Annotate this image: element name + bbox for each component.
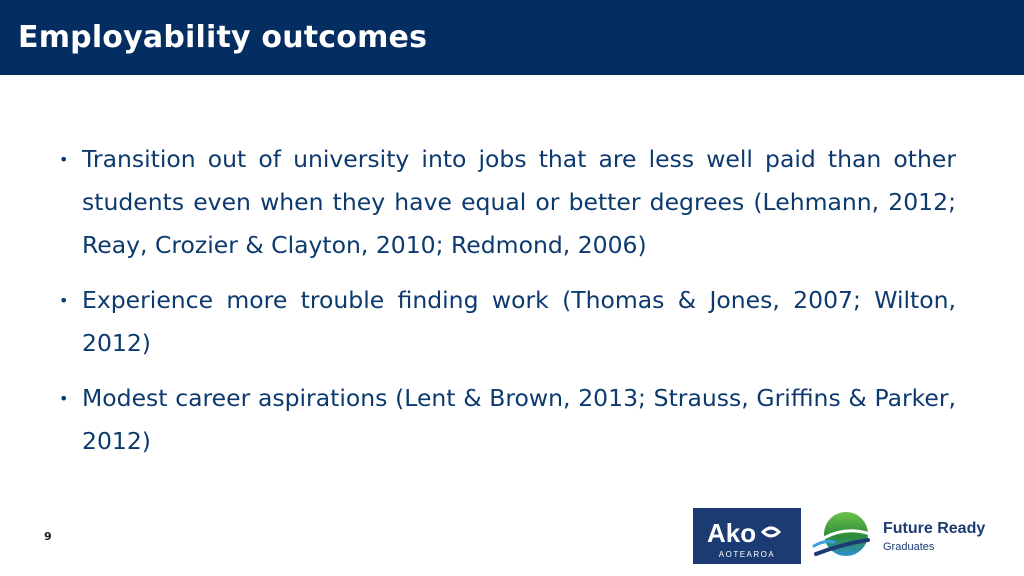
- future-ready-subtitle: Graduates: [883, 541, 935, 553]
- bullet-text: Modest career aspirations (Lent & Brown, 2013; Strauss, Griffins & Parker, 2012): [82, 384, 956, 455]
- ako-logo-graphic: [693, 508, 801, 564]
- bullet-marker: •: [59, 150, 69, 169]
- title-bar: [0, 0, 1024, 75]
- bullet-marker: •: [59, 389, 69, 408]
- slide-title: Employability outcomes: [18, 20, 428, 55]
- bullet-text: Experience more trouble finding work (Thomas & Jones, 2007; Wilton, 2012): [82, 286, 956, 357]
- globe-icon: [812, 508, 876, 564]
- bullet-marker: •: [59, 291, 69, 310]
- ako-wordmark: Ako: [707, 518, 757, 548]
- bullet-text: Transition out of university into jobs that are less well paid than other students even when they have equal or better degrees (Lehmann, 2012; Reay, Crozier & Clayton, 2010; Redmond, 2006): [82, 145, 956, 259]
- page-number: 9: [44, 530, 52, 543]
- bullet-item: [56, 138, 956, 267]
- future-ready-title: Future Ready: [883, 520, 986, 537]
- ako-subtitle: AOTEAROA: [718, 550, 776, 559]
- bullet-item: [56, 279, 956, 365]
- future-ready-graduates-logo: [812, 508, 1012, 564]
- ako-aotearoa-logo: [693, 508, 801, 564]
- bullet-item: [56, 377, 956, 463]
- bullet-list: [56, 138, 956, 475]
